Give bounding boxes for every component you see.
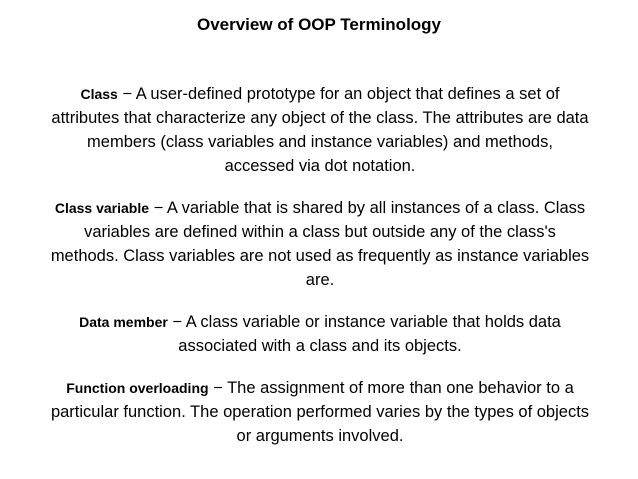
definition-function-overloading — [50, 376, 590, 448]
definition-term: Class variable — [54, 200, 150, 216]
definition-text: − A variable that is shared by all instances of a class. Class variables are defined within a class but outside any of the class's methods. Class variables are not used as frequently as instance variables are. — [50, 199, 590, 289]
definition-term: Data member — [79, 314, 168, 330]
definition-term: Class — [80, 86, 118, 102]
definition-class — [50, 82, 590, 178]
definition-text: − The assignment of more than one behavior to a particular function. The operation performed varies by the types of objects or arguments involved. — [50, 379, 590, 445]
definition-text: − A user-defined prototype for an object that defines a set of attributes that characterize any object of the class. The attributes are data members (class variables and instance variables) and methods, accessed via dot notation. — [51, 85, 589, 175]
definition-term: Function overloading — [66, 380, 209, 396]
definition-text: − A class variable or instance variable that holds data associated with a class and its objects. — [167, 313, 561, 355]
definition-data-member — [50, 310, 590, 358]
definition-list — [50, 82, 590, 466]
definition-class-variable — [50, 196, 590, 292]
slide-title: Overview of OOP Terminology — [196, 15, 442, 34]
